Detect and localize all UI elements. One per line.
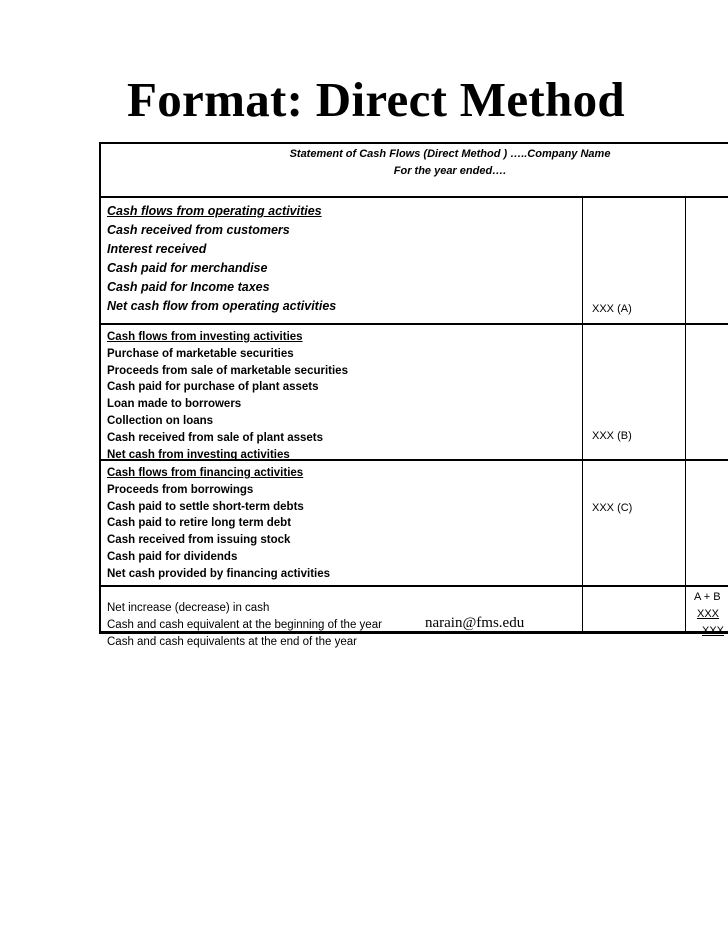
financing-item: Cash paid to retire long term debt xyxy=(107,517,292,530)
statement-header xyxy=(101,144,728,198)
statement-heading: Statement of Cash Flows (Direct Method ) …..Company Name xyxy=(289,148,611,160)
financing-header: Cash flows from financing activities xyxy=(107,467,304,479)
author-email: narain@fms.edu xyxy=(425,615,525,631)
financing-amount: XXX (C) xyxy=(592,502,633,514)
investing-net-line: Net cash from investing activities xyxy=(107,448,290,461)
investing-item: Collection on loans xyxy=(107,414,214,427)
financing-item: Cash paid to settle short-term debts xyxy=(107,500,304,513)
operating-item: Interest received xyxy=(107,242,207,256)
operating-section xyxy=(101,198,728,325)
investing-item: Purchase of marketable securities xyxy=(107,347,294,360)
financing-item: Cash paid for dividends xyxy=(107,550,238,563)
investing-header: Cash flows from investing activities xyxy=(107,331,303,343)
investing-item: Cash paid for purchase of plant assets xyxy=(107,381,319,394)
summary-beginning-amount: XXX xyxy=(697,608,720,620)
investing-section xyxy=(101,325,728,461)
financing-net-line: Net cash provided by financing activities xyxy=(107,567,331,580)
summary-total-a-plus-b: A + B xyxy=(694,591,721,603)
financing-item: Proceeds from borrowings xyxy=(107,483,254,496)
operating-amount: XXX (A) xyxy=(592,303,632,315)
operating-net-line: Net cash flow from operating activities xyxy=(107,299,337,313)
investing-item: Proceeds from sale of marketable securities xyxy=(107,364,348,377)
operating-item: Cash paid for merchandise xyxy=(107,261,268,275)
financing-section xyxy=(101,461,728,587)
cash-flow-statement-table xyxy=(99,142,728,648)
operating-header: Cash flows from operating activities xyxy=(107,204,322,218)
summary-item: Net increase (decrease) in cash xyxy=(107,602,270,614)
page-title: Format: Direct Method xyxy=(127,72,625,127)
summary-item: Cash and cash equivalents at the end of the year xyxy=(107,635,357,648)
investing-amount: XXX (B) xyxy=(592,430,632,442)
financing-item: Cash received from issuing stock xyxy=(107,534,291,547)
investing-item: Loan made to borrowers xyxy=(107,398,242,411)
summary-section xyxy=(101,587,728,648)
summary-item: Cash and cash equivalent at the beginning of the year xyxy=(107,618,382,631)
investing-item: Cash received from sale of plant assets xyxy=(107,431,324,444)
operating-item: Cash received from customers xyxy=(107,223,290,237)
summary-ending-amount: XXX xyxy=(702,625,725,637)
statement-subheading: For the year ended…. xyxy=(393,165,507,177)
operating-item: Cash paid for Income taxes xyxy=(107,280,270,294)
